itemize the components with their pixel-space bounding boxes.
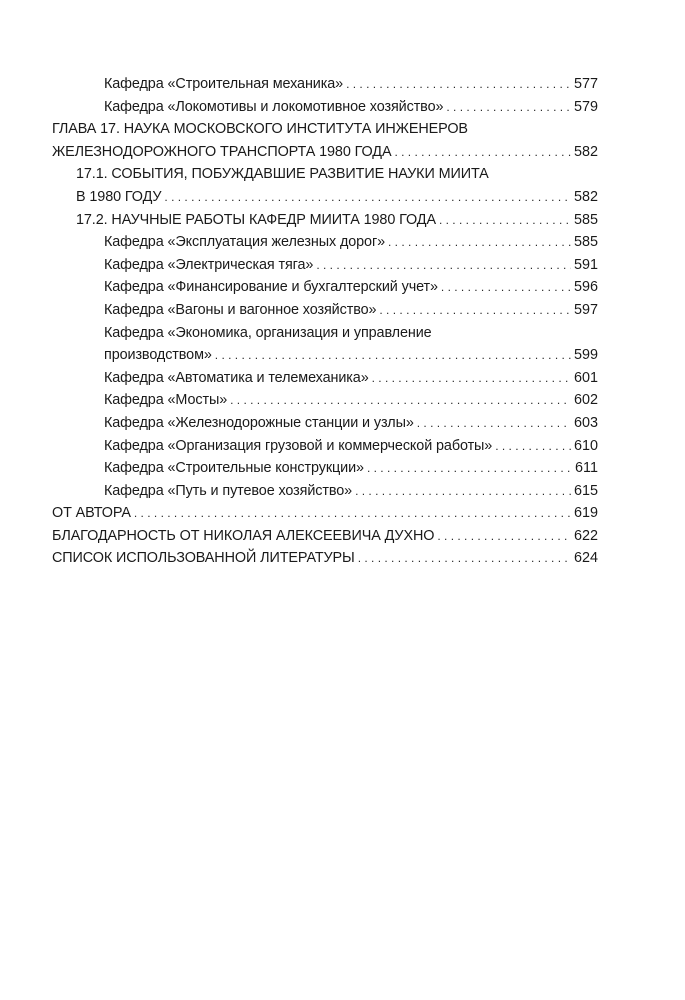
toc-dot-leader [437, 525, 571, 548]
toc-dot-leader [230, 389, 571, 412]
toc-entry [52, 209, 598, 232]
toc-entry [52, 412, 598, 435]
toc-page-number: 591 [573, 256, 598, 273]
toc-dot-leader [495, 435, 571, 458]
toc-entry-title: Кафедра «Строительные конструкции» [104, 460, 364, 477]
toc-entry-title: Кафедра «Экономика, организация и управление [104, 324, 432, 341]
toc-dot-leader [439, 209, 571, 232]
toc-dot-leader [346, 73, 571, 96]
toc-entry-title: Кафедра «Эксплуатация железных дорог» [104, 234, 386, 251]
toc-entry-title: Кафедра «Железнодорожные станции и узлы» [104, 414, 414, 431]
toc-entry-title: БЛАГОДАРНОСТЬ ОТ НИКОЛАЯ АЛЕКСЕЕВИЧА ДУХНО [52, 527, 435, 544]
toc-entry [52, 163, 598, 186]
toc-entry [52, 502, 598, 525]
toc-entry-title: Кафедра «Локомотивы и локомотивное хозяйство» [104, 98, 444, 115]
toc-dot-leader [358, 547, 571, 570]
toc-dot-leader [316, 254, 571, 277]
toc-entry [52, 73, 598, 96]
toc-page-number: 599 [573, 347, 598, 364]
toc-entry-title: Кафедра «Вагоны и вагонное хозяйство» [104, 301, 377, 318]
toc-entry [52, 389, 598, 412]
toc-dot-leader [394, 141, 571, 164]
toc-dot-leader [372, 367, 571, 390]
toc-entry [52, 118, 598, 141]
toc-entry [52, 435, 598, 458]
toc-page-number: 619 [573, 505, 598, 522]
toc-dot-leader [417, 412, 571, 435]
toc-entry [52, 186, 598, 209]
toc-dot-leader [134, 502, 571, 525]
toc-dot-leader [388, 231, 571, 254]
toc-entry-title: Кафедра «Финансирование и бухгалтерский учет» [104, 279, 438, 296]
toc-page-number: 615 [573, 482, 598, 499]
toc-entry-title: Кафедра «Мосты» [104, 392, 228, 409]
toc-page-number: 610 [573, 437, 598, 454]
toc-entry [52, 480, 598, 503]
toc-entry-title: В 1980 ГОДУ [76, 188, 162, 205]
toc-dot-leader [446, 96, 571, 119]
toc-dot-leader [355, 480, 571, 503]
toc-entry-title: 17.2. НАУЧНЫЕ РАБОТЫ КАФЕДР МИИТА 1980 ГОДА [76, 211, 436, 228]
toc-entry-title: Кафедра «Путь и путевое хозяйство» [104, 482, 353, 499]
toc-page-number: 579 [573, 98, 598, 115]
toc-dot-leader [215, 344, 571, 367]
toc-entry-title: Кафедра «Электрическая тяга» [104, 256, 314, 273]
toc-entry [52, 547, 598, 570]
toc-entry [52, 299, 598, 322]
toc-entry [52, 254, 598, 277]
toc-page-number: 597 [573, 301, 598, 318]
toc-page-number: 601 [573, 369, 598, 386]
toc-entry-title: Кафедра «Организация грузовой и коммерческой работы» [104, 437, 493, 454]
toc-entry [52, 344, 598, 367]
toc-entry [52, 525, 598, 548]
toc-page-number: 582 [573, 188, 598, 205]
toc-page-number: 624 [573, 550, 598, 567]
toc-entry [52, 141, 598, 164]
toc-page-number: 611 [575, 460, 598, 477]
toc-page-number: 585 [573, 211, 598, 228]
toc-entry [52, 231, 598, 254]
toc-page-number: 596 [573, 279, 598, 296]
toc-entry [52, 367, 598, 390]
toc-dot-leader [441, 276, 571, 299]
toc-entry-title: Кафедра «Автоматика и телемеханика» [104, 369, 369, 386]
table-of-contents [52, 73, 598, 570]
toc-dot-leader [367, 457, 572, 480]
toc-entry-title: 17.1. СОБЫТИЯ, ПОБУЖДАВШИЕ РАЗВИТИЕ НАУКИ МИИТА [76, 166, 489, 183]
toc-page-number: 622 [573, 527, 598, 544]
toc-entry-title: ЖЕЛЕЗНОДОРОЖНОГО ТРАНСПОРТА 1980 ГОДА [52, 143, 392, 160]
toc-page-number: 582 [573, 143, 598, 160]
toc-dot-leader [379, 299, 571, 322]
toc-entry [52, 322, 598, 345]
toc-entry-title: ОТ АВТОРА [52, 505, 131, 522]
toc-entry [52, 96, 598, 119]
toc-entry-title: производством» [104, 347, 212, 364]
toc-dot-leader [164, 186, 571, 209]
toc-page-number: 585 [573, 234, 598, 251]
toc-page-number: 577 [573, 76, 598, 92]
toc-entry [52, 276, 598, 299]
toc-entry [52, 457, 598, 480]
toc-entry-title: ГЛАВА 17. НАУКА МОСКОВСКОГО ИНСТИТУТА ИНЖЕНЕРОВ [52, 121, 468, 138]
toc-page-number: 603 [573, 414, 598, 431]
toc-entry-title: СПИСОК ИСПОЛЬЗОВАННОЙ ЛИТЕРАТУРЫ [52, 550, 355, 567]
toc-page-number: 602 [573, 392, 598, 409]
toc-entry-title: Кафедра «Строительная механика» [104, 76, 344, 92]
